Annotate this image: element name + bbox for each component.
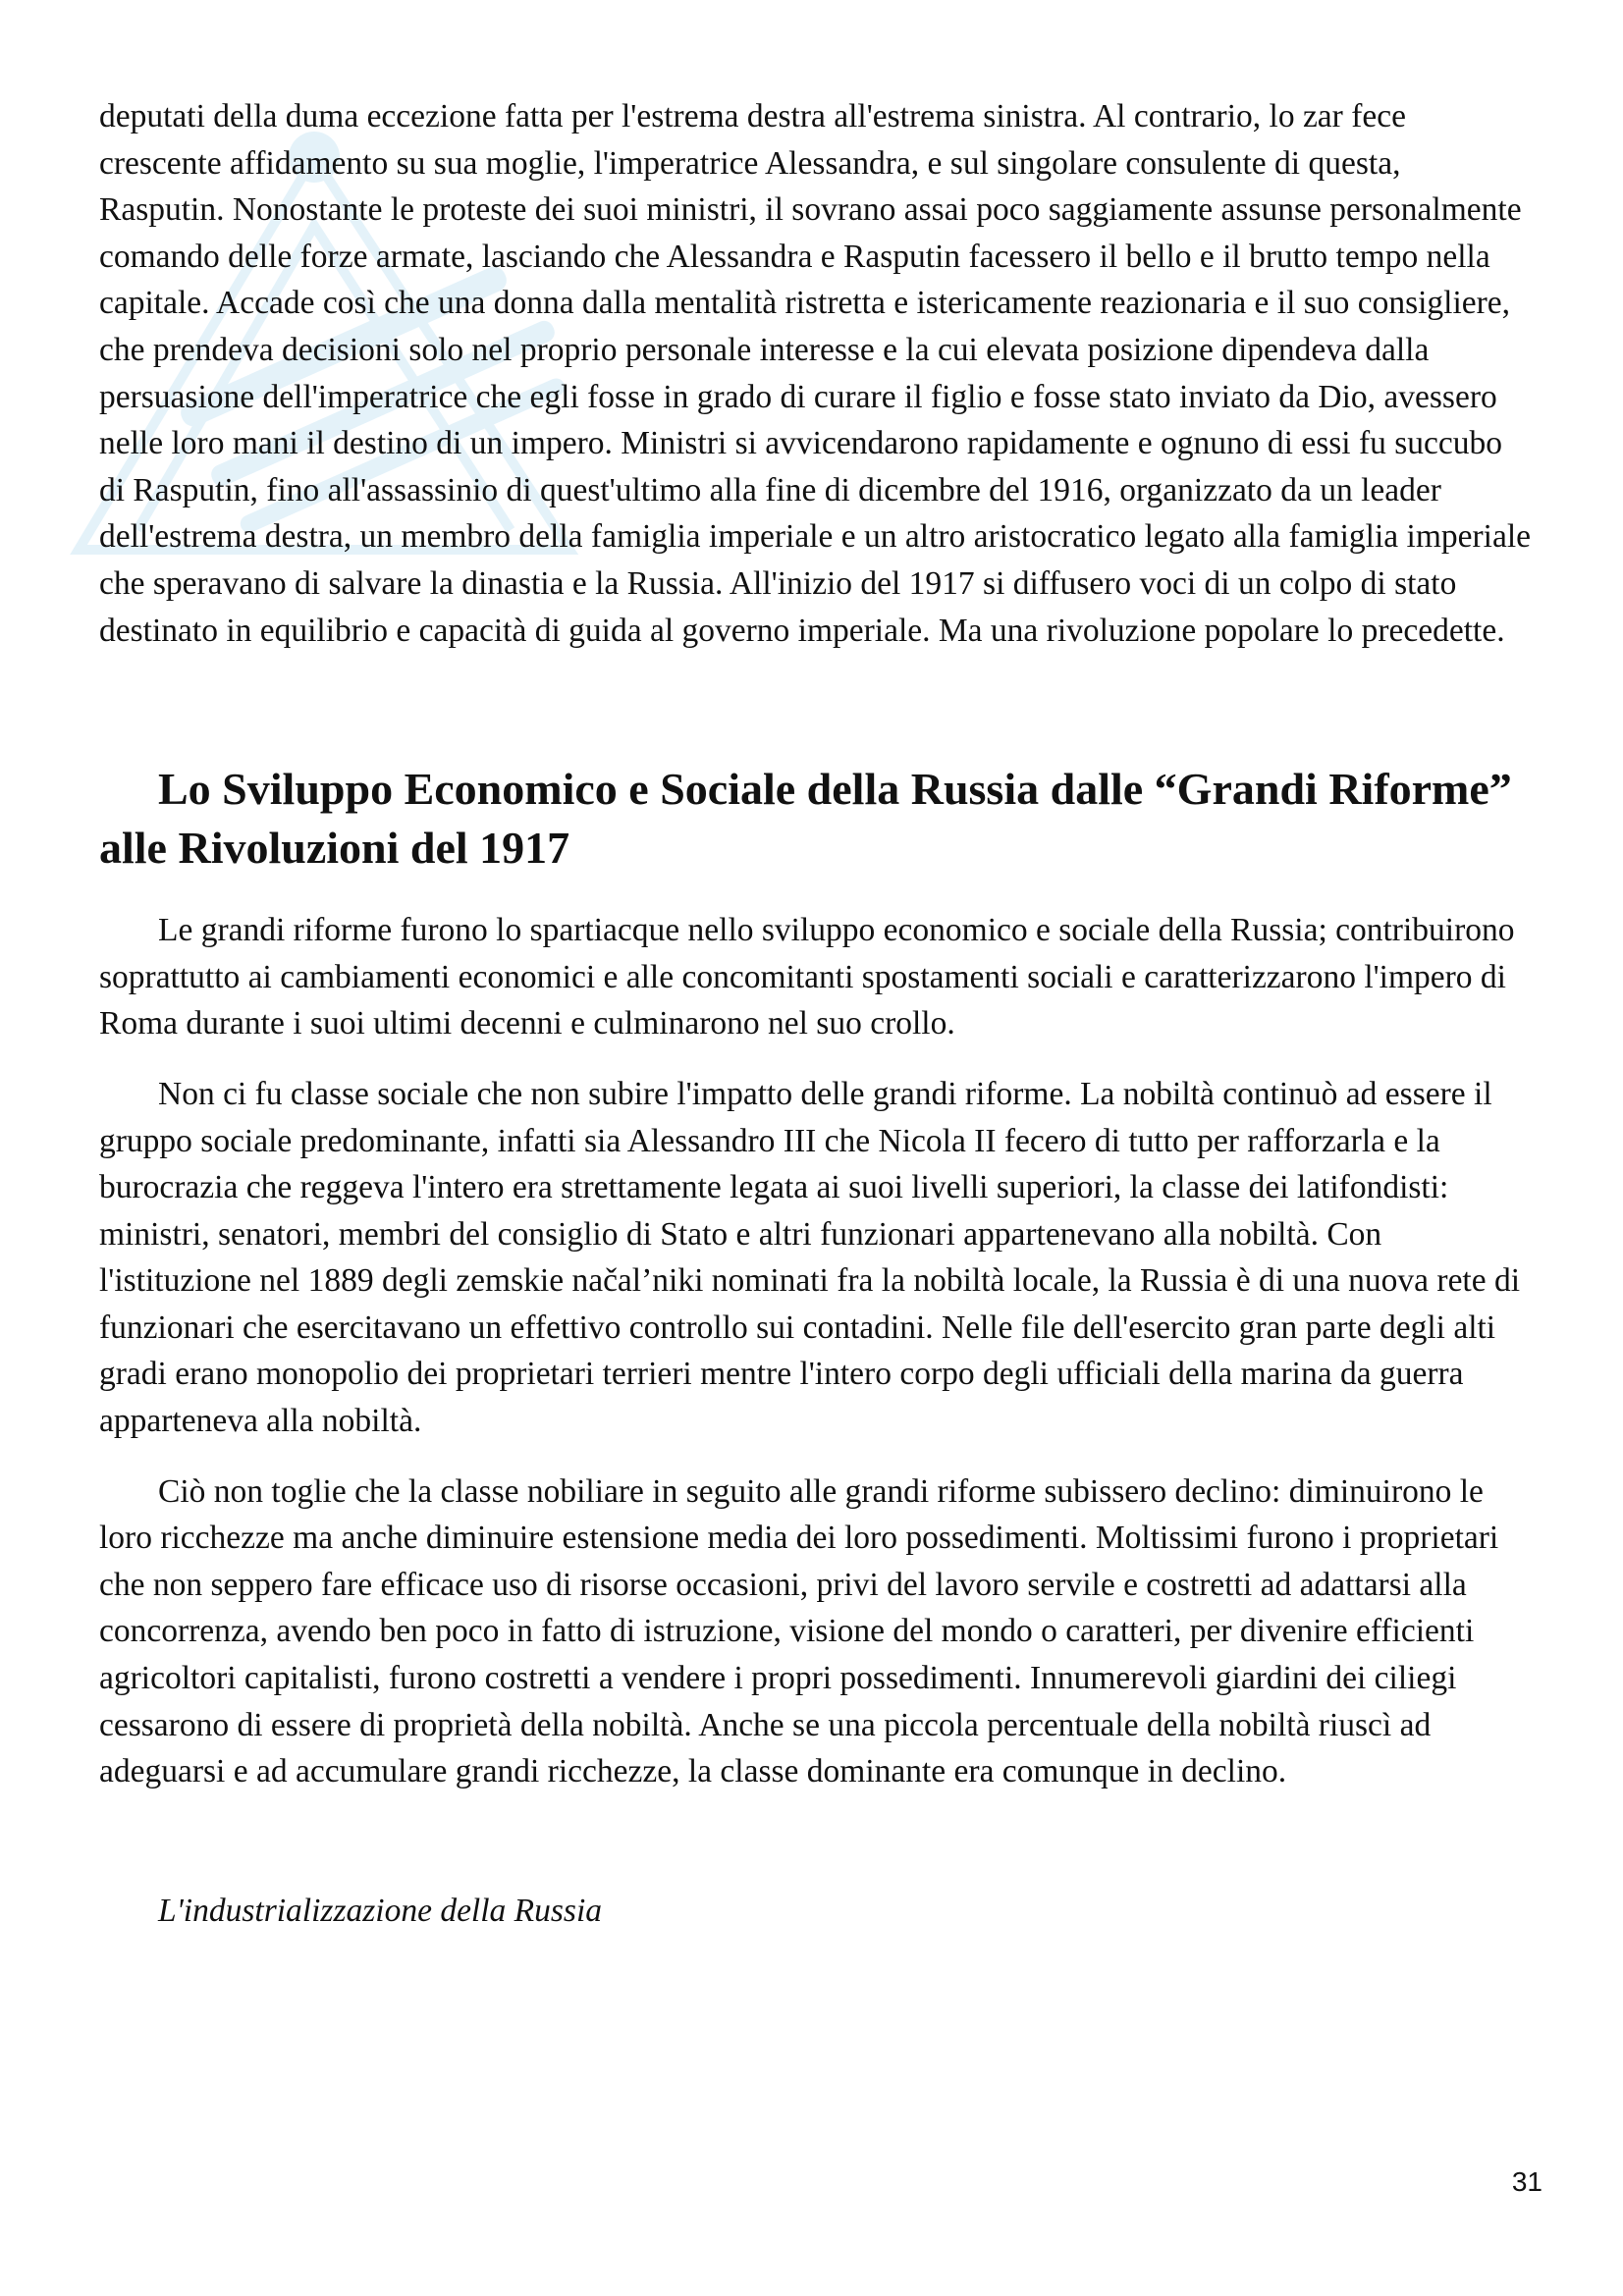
paragraph-2: Non ci fu classe sociale che non subire l'impatto delle grandi riforme. La nobiltà continuò ad essere il gruppo sociale predominante, infatti sia Alessandro III che Nicola II fecero di tutto per rafforzarla e la burocrazia che reggeva l'intero era strettamente legata ai suoi livelli superiori, la classe dei latifondisti: ministri, senatori, membri del consiglio di Stato e altri funzionari appartenevano alla nobiltà. Con l'istituzione nel 1889 degli zemskie načal’niki nominati fra la nobiltà locale, la Russia è di una nuova rete di funzionari che esercitavano un effettivo controllo sui contadini. Nelle file dell'esercito gran parte degli alti gradi erano monopolio dei proprietari terrieri mentre l'intero corpo degli ufficiali della marina da guerra apparteneva alla nobiltà. bbox=[99, 1075, 1521, 1440]
paragraph-3: Ciò non toglie che la classe nobiliare in seguito alle grandi riforme subissero declino: diminuirono le loro ricchezze ma anche diminuire estensione media dei loro possedimenti. Moltissimi furono i proprietari che non seppero fare efficace uso di risorse occasioni, privi del lavoro servile e costretti ad adattarsi alla concorrenza, avendo ben poco in fatto di istruzione, visione del mondo o caratteri, per divenire efficienti agricoltori capitalisti, furono costretti a vendere i propri possedimenti. Innumerevoli giardini dei ciliegi cessarono di essere di proprietà della nobiltà. Anche se una piccola percentuale della nobiltà riuscì ad adeguarsi e ad accumulare grandi ricchezze, la classe dominante era comunque in declino. bbox=[99, 1472, 1499, 1790]
intro-paragraph: deputati della duma eccezione fatta per l'estrema destra all'estrema sinistra. Al contrario, lo zar fece crescente affidamento su sua moglie, l'imperatrice Alessandra, e sul singolare consulente di questa, Rasputin. Nonostante le proteste dei suoi ministri, il sovrano assai poco saggiamente assunse personalmente comando delle forze armate, lasciando che Alessandra e Rasputin facessero il bello e il brutto tempo nella capitale. Accade così che una donna dalla mentalità ristretta e istericamente reazionaria e il suo consigliere, che prendeva decisioni solo nel proprio personale interesse e la cui elevata posizione dipendeva dalla persuasione dell'imperatrice che egli fosse in grado di curare il figlio e fosse stato inviato da Dio, avessero nelle loro mani il destino di un impero. Ministri si avvicendarono rapidamente e ognuno di essi fu succubo di Rasputin, fino all'assassinio di quest'ultimo alla fine di dicembre del 1916, organizzato da un leader dell'estrema destra, un membro della famiglia imperiale e un altro aristocratico legato alla famiglia imperiale che speravano di salvare la dinastia e la Russia. All'inizio del 1917 si diffusero voci di un colpo di stato destinato in equilibrio e capacità di guida al governo imperiale. Ma una rivoluzione popolare lo precedette. bbox=[99, 98, 1532, 649]
paragraph-1: Le grandi riforme furono lo spartiacque nello sviluppo economico e sociale della Russia; contribuirono soprattutto ai cambiamenti economici e alle concomitanti spostamenti sociali e caratterizzarono l'impero di Roma durante i suoi ultimi decenni e culminarono nel suo crollo. bbox=[99, 912, 1515, 1042]
page-number: 31 bbox=[1511, 2166, 1542, 2197]
section-title: Lo Sviluppo Economico e Sociale della Russia dalle “Grandi Riforme” alle Rivoluzioni del 1917 bbox=[99, 764, 1512, 874]
document-body bbox=[99, 93, 1533, 1934]
subheading: L'industrializzazione della Russia bbox=[158, 1892, 603, 1929]
